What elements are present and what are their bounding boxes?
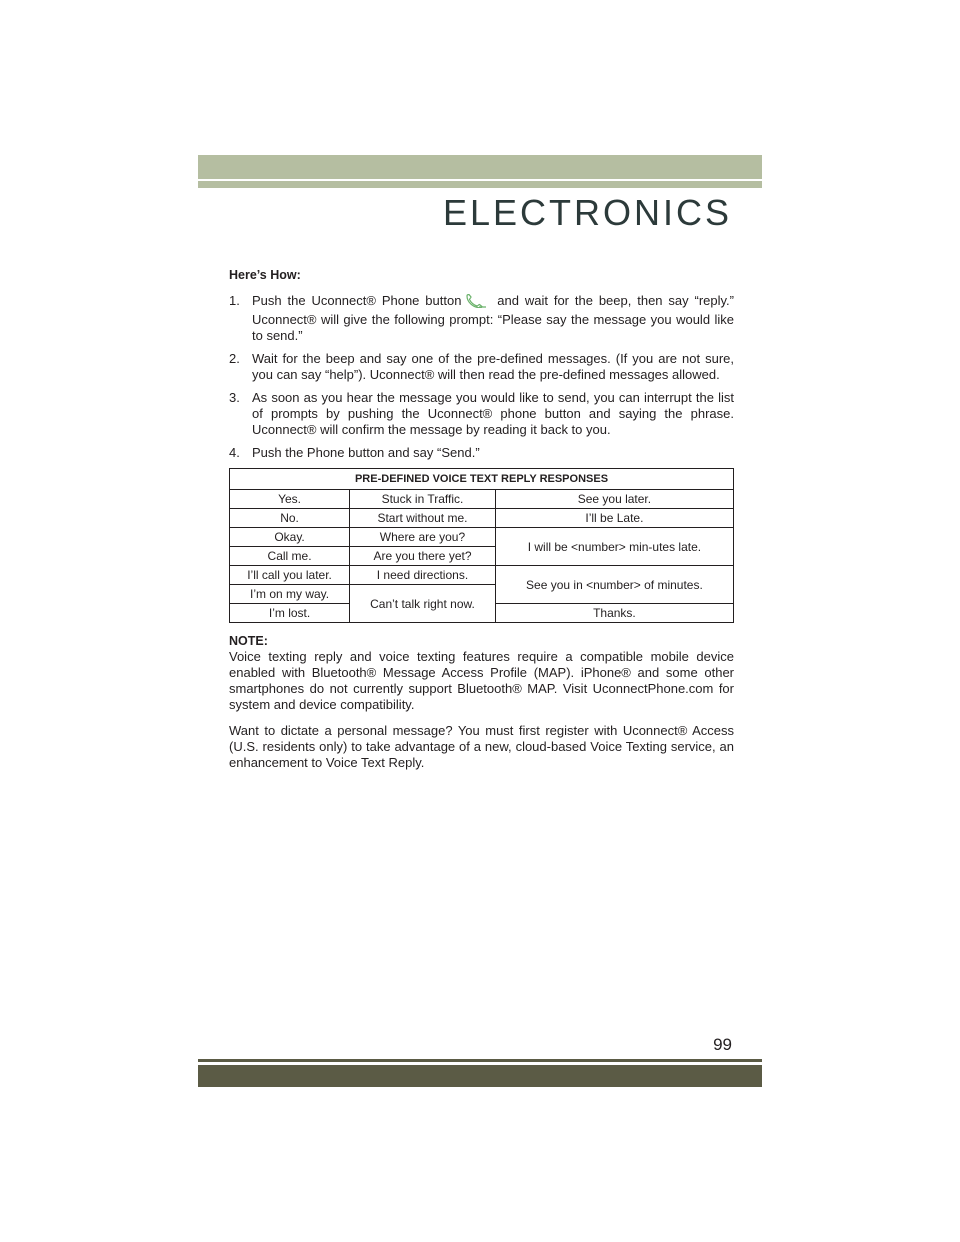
table-cell: Start without me. (350, 509, 496, 528)
step-4 (229, 445, 734, 461)
responses-table (229, 468, 734, 623)
table-cell: Call me. (230, 547, 350, 566)
table-row (230, 490, 734, 509)
table-title: PRE-DEFINED VOICE TEXT REPLY RESPONSES (230, 469, 734, 490)
step-text (252, 293, 734, 344)
subhead: Here’s How: (229, 268, 301, 282)
step-number: 2. (229, 351, 240, 366)
table-cell: I’m on my way. (230, 585, 350, 604)
step-text-part: Push the Uconnect® Phone button (252, 293, 462, 308)
page-content (229, 267, 734, 781)
table-row (230, 566, 734, 585)
table-cell: Stuck in Traffic. (350, 490, 496, 509)
table-row (230, 509, 734, 528)
header-band-thin (198, 181, 762, 188)
table-cell: I’ll be Late. (495, 509, 733, 528)
table-cell: No. (230, 509, 350, 528)
page-number: 99 (713, 1035, 732, 1054)
table-cell: Okay. (230, 528, 350, 547)
footer-band-thin (198, 1059, 762, 1062)
step-3 (229, 390, 734, 438)
table-cell: Are you there yet? (350, 547, 496, 566)
section-title: ELECTRONICS (442, 192, 732, 233)
table-cell: Can’t talk right now. (350, 585, 496, 623)
step-1 (229, 293, 734, 344)
table-cell: I’m lost. (230, 604, 350, 623)
table-cell: Where are you? (350, 528, 496, 547)
table-cell: I will be <number> min-utes late. (495, 528, 733, 566)
table-cell: Yes. (230, 490, 350, 509)
step-text: Wait for the beep and say one of the pre-defined messages. (If you are not sure, you can say “help”). Uconnect® will then read the pre-defined messages allowed. (252, 351, 734, 382)
step-text-part: and wait for the beep, then say “reply.” Uconnect® will give the following prompt: “Please say the message you would like to send.” (252, 293, 734, 343)
step-number: 3. (229, 390, 240, 405)
step-number: 1. (229, 293, 240, 308)
step-text: Push the Phone button and say “Send.” (252, 445, 480, 460)
note-heading: NOTE: (229, 634, 268, 648)
table-cell: I need directions. (350, 566, 496, 585)
phone-icon (465, 294, 487, 312)
table-cell: See you later. (495, 490, 733, 509)
header-band (198, 155, 762, 179)
step-number: 4. (229, 445, 240, 460)
dictate-text: Want to dictate a personal message? You must first register with Uconnect® Access (U.S. residents only) to take advantage of a new, cloud-based Voice Texting service, an enhancement to Voice Text Reply. (229, 723, 734, 770)
table-row (230, 528, 734, 547)
footer-band (198, 1065, 762, 1087)
step-2 (229, 351, 734, 383)
table-cell: See you in <number> of minutes. (495, 566, 733, 604)
table-cell: Thanks. (495, 604, 733, 623)
table-cell: I’ll call you later. (230, 566, 350, 585)
note-text: Voice texting reply and voice texting features require a compatible mobile device enabled with Bluetooth® Message Access Profile (MAP). iPhone® and some other smartphones do not currently support Bluetooth® MAP. Visit UconnectPhone.com for system and device compatibility. (229, 649, 734, 712)
step-text: As soon as you hear the message you would like to send, you can interrupt the list of prompts by pushing the Uconnect® phone button and saying the phrase. Uconnect® will confirm the message by reading it back to you. (252, 390, 734, 437)
